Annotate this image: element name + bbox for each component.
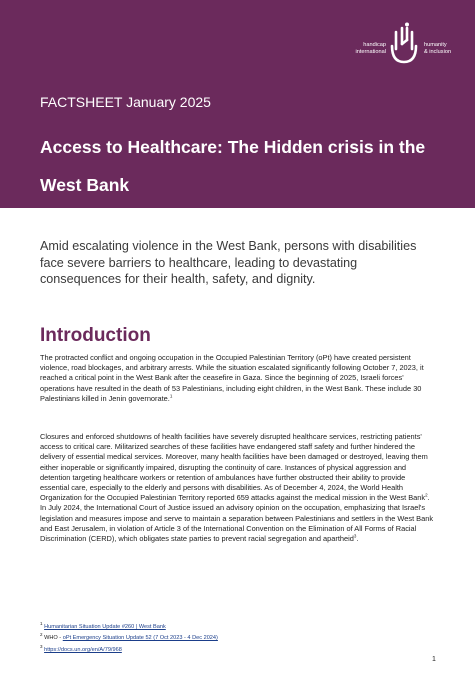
logo-text-handicap: handicap xyxy=(363,42,386,48)
intro-paragraph-2-text-c: . xyxy=(356,534,359,544)
logo-text-right xyxy=(424,42,451,55)
logo-text-left xyxy=(356,42,386,55)
intro-paragraph-2-text-a: Closures and enforced shutdowns of health facilities have severely disrupted healthcare services, restricting patients' access to critical care. Militarized searches of these facilities have endangered staff safety and further hindered the delivery of essential medical services. Moreover, many health facilities have been damaged or destroyed, leaving them either inoperable or significantly impaired, disrupting the continuity of care. Instances of physical aggression and detention targeting healthcare workers or retention of ambulances have further obstructed their ability to provide essential care, especially to the elderly and persons with disabilities. As of December 4, 2024, the World Health Organization for the Occupied Palestinian Territory reported 659 attacks against the medical mission in the West Bank xyxy=(40,432,428,503)
footnote-number: 1 xyxy=(40,621,43,627)
logo-text-inclusion: & inclusion xyxy=(424,48,452,55)
logo[interactable] xyxy=(340,20,460,68)
footnote-link-1[interactable]: Humanitarian Situation Update #260 | West Bank xyxy=(44,624,166,630)
hi-hand-logo-icon xyxy=(388,22,420,66)
footnote-ref-1[interactable]: 1 xyxy=(169,393,173,399)
footnote-2 xyxy=(40,633,420,644)
page-number: 1 xyxy=(432,656,436,663)
intro-paragraph-1 xyxy=(40,353,436,404)
footnote-number: 2 xyxy=(40,632,43,638)
logo-text-international: international xyxy=(355,48,386,55)
lead-paragraph: Amid escalating violence in the West Bank, persons with disabilities face severe barriers to healthcare, leading to devastating consequences for their health, safety, and dignity. xyxy=(40,239,417,286)
footnote-prefix: WHO - xyxy=(44,635,63,642)
intro-paragraph-1-text: The protracted conflict and ongoing occupation in the Occupied Palestinian Territory (oPt) have created persistent violence, road blockages, and arbitrary arrests. While the situation escalated significantly following October 7, 2023, it reached a critical point in the West Bank after the ceasefire in Gaza. Since the beginning of 2025, Israeli forces' operations have resulted in the death of 53 Palestinians, including eight children, in the West Bank. These include 30 Palestinians killed in Jenin governorate. xyxy=(40,353,424,403)
footnote-number: 3 xyxy=(40,643,43,649)
footnote-ref-2[interactable]: 2 xyxy=(425,492,428,498)
footnote-1 xyxy=(40,622,420,633)
footnotes xyxy=(40,622,420,656)
footnote-link-2[interactable]: oPt Emergency Situation Update 52 (7 Oct 2023 - 4 Dec 2024) xyxy=(62,635,218,642)
factsheet-label: FACTSHEET January 2025 xyxy=(40,94,211,110)
section-heading-introduction: Introduction xyxy=(40,325,151,346)
logo-text-humanity: humanity xyxy=(424,42,447,48)
footnote-3 xyxy=(40,645,420,656)
intro-paragraph-2-text-b: . In July 2024, the International Court of Justice issued an advisory opinion on the occupation, emphasizing that Israel's legislation and measures impose and serve to maintain a separation between Palestinians and settlers in the West Bank and East Jerusalem, in violation of Article 3 of the International Convention on the Elimination of All Forms of Racial Discrimination (CERD), which obligates state parties to prevent racial segregation and apartheid xyxy=(40,493,434,544)
footnote-ref-3[interactable]: 3 xyxy=(353,533,357,539)
footnote-link-3[interactable]: https://docs.un.org/en/A/79/968 xyxy=(44,646,122,653)
intro-paragraph-2 xyxy=(40,432,436,544)
header-banner xyxy=(0,0,475,208)
page-title: Access to Healthcare: The Hidden crisis in the West Bank xyxy=(40,137,426,195)
